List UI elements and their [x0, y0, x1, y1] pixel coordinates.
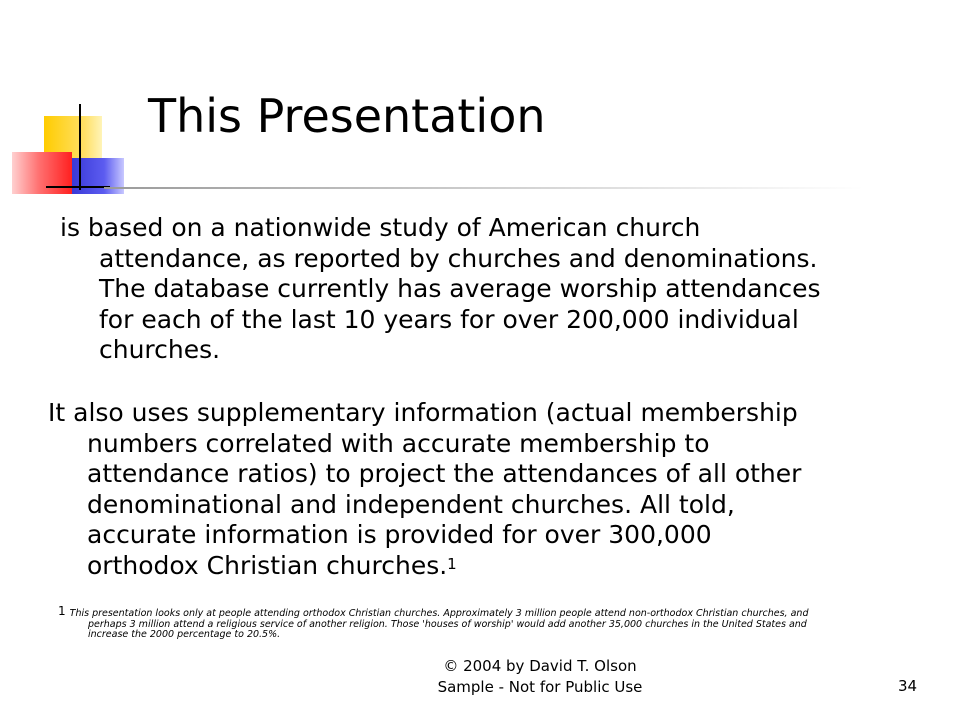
paragraph-2 [48, 398, 888, 581]
paragraph-line: churches. [99, 335, 221, 364]
slide-title: This Presentation [148, 89, 546, 143]
footer-copyright: © 2004 by David T. Olson [443, 657, 637, 675]
footnote-marker: 1 [58, 604, 66, 618]
footnote-line: perhaps 3 million attend a religious service of another religion. Those 'houses of worship' would add another 35,000 churches in the United States and [88, 618, 807, 630]
paragraph-line: accurate information is provided for over 300,000 [87, 520, 712, 549]
logo-horizontal-line [46, 186, 110, 188]
footnote-reference: 1 [447, 554, 457, 573]
title-rule [104, 187, 864, 189]
page-number: 34 [898, 677, 918, 695]
footnote-text: This presentation looks only at people attending orthodox Christian churches. Approximately 3 million people attend non-orthodox Christian churches, and [69, 608, 809, 619]
paragraph-1 [60, 213, 900, 366]
paragraph-line: for each of the last 10 years for over 200,000 individual [99, 304, 799, 334]
paragraph-line: numbers correlated with accurate membership to [87, 428, 710, 458]
footnote-line [58, 604, 908, 620]
slide-logo [0, 0, 160, 200]
paragraph-line-last [48, 551, 888, 582]
slide-footer [400, 656, 680, 698]
logo-vertical-line [79, 104, 81, 190]
paragraph-line: denominational and independent churches. All told, [87, 489, 735, 519]
paragraph-line-text: orthodox Christian churches. [87, 550, 448, 580]
paragraph-line: attendance, as reported by churches and denominations. [99, 243, 818, 273]
paragraph-line: The database currently has average worship attendances [99, 274, 821, 303]
paragraph-line: attendance ratios) to project the attendances of all other [87, 459, 802, 488]
footnote-line: increase the 2000 percentage to 20.5%. [88, 629, 281, 640]
footnote [58, 604, 908, 641]
paragraph-line: is based on a nationwide study of American church [60, 213, 701, 242]
footer-notice: Sample - Not for Public Use [437, 678, 643, 696]
paragraph-line: It also uses supplementary information (actual membership [48, 398, 798, 427]
